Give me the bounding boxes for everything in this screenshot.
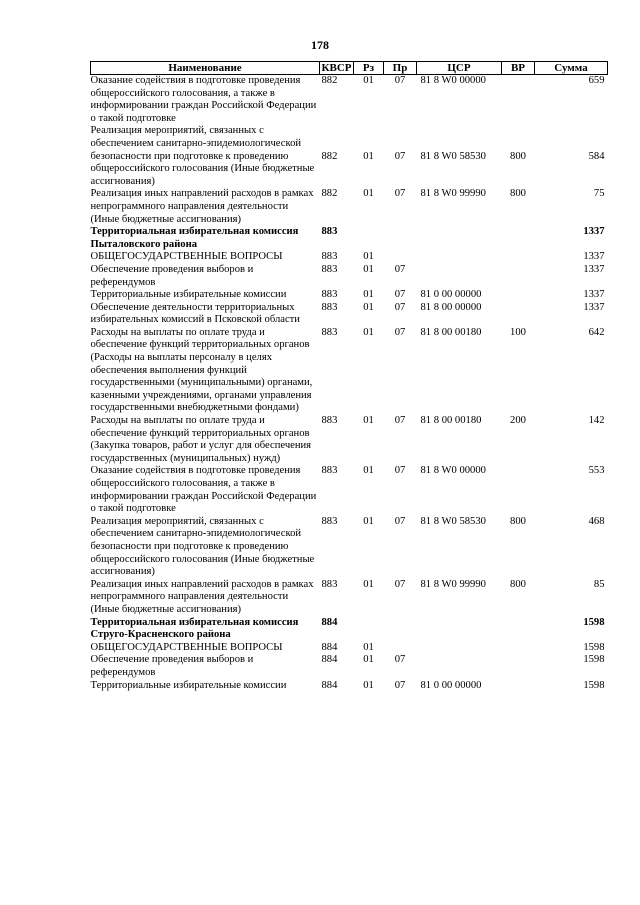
row-kvsr-cell: 882 bbox=[321, 150, 338, 162]
row-rz-cell: 01 bbox=[363, 515, 374, 527]
row-vr-cell bbox=[502, 226, 535, 251]
row-csr-cell: 81 8 00 00180 bbox=[420, 326, 482, 338]
row-sum-cell: 659 bbox=[588, 75, 605, 86]
row-vr-cell: 800 bbox=[510, 515, 526, 527]
row-rz-cell: 01 bbox=[363, 251, 374, 263]
row-sum-cell: 1598 bbox=[583, 679, 605, 691]
table-row bbox=[91, 327, 608, 415]
header-csr: ЦСР bbox=[417, 62, 502, 75]
table-row bbox=[91, 302, 608, 327]
row-pr-cell bbox=[384, 226, 417, 251]
row-name-cell: Обеспечение проведения выборов и референдумов bbox=[90, 654, 254, 678]
row-sum-cell: 1337 bbox=[583, 226, 605, 238]
row-name-cell: Реализация иных направлений расходов в рамках непрограммного направления деятельности (Иные бюджетные ассигнования) bbox=[90, 578, 314, 615]
table-row bbox=[91, 75, 608, 126]
row-rz-cell: 01 bbox=[363, 641, 374, 653]
row-pr-cell: 07 bbox=[394, 679, 406, 691]
row-sum-cell: 142 bbox=[588, 415, 605, 427]
row-sum-cell: 1337 bbox=[583, 289, 605, 301]
row-vr-cell: 800 bbox=[510, 150, 526, 162]
table-row bbox=[91, 289, 608, 302]
row-sum-cell: 1598 bbox=[583, 616, 605, 628]
table-row bbox=[91, 680, 608, 693]
row-kvsr-cell: 883 bbox=[321, 578, 338, 590]
row-name-cell: Реализация мероприятий, связанных с обеспечением санитарно-эпидемиологической безопасности при подготовке к проведению общероссийского голосования (Иные бюджетные ассигнования) bbox=[90, 515, 315, 578]
row-vr-cell: 800 bbox=[510, 578, 526, 590]
row-csr-cell: 81 8 W0 00000 bbox=[420, 75, 486, 86]
row-name-cell: ОБЩЕГОСУДАРСТВЕННЫЕ ВОПРОСЫ bbox=[90, 641, 283, 653]
row-pr-cell: 07 bbox=[394, 301, 406, 313]
row-csr-cell bbox=[417, 251, 502, 264]
row-name-cell: Территориальная избирательная комиссия Пыталовского района bbox=[90, 226, 299, 250]
row-pr-cell: 07 bbox=[394, 578, 406, 590]
row-csr-cell bbox=[417, 654, 502, 679]
table-row bbox=[91, 188, 608, 226]
table-row bbox=[91, 415, 608, 465]
row-name-cell: Территориальные избирательные комиссии bbox=[90, 679, 287, 691]
row-sum-cell: 642 bbox=[588, 326, 605, 338]
table-row bbox=[91, 465, 608, 515]
row-vr-cell bbox=[502, 642, 535, 655]
row-csr-cell: 81 0 00 00000 bbox=[420, 679, 482, 691]
row-sum-cell: 1598 bbox=[583, 641, 605, 653]
table-row bbox=[91, 125, 608, 188]
row-kvsr-cell: 884 bbox=[321, 654, 338, 666]
row-pr-cell: 07 bbox=[394, 188, 406, 200]
row-sum-cell: 75 bbox=[593, 188, 605, 200]
row-rz-cell bbox=[354, 226, 384, 251]
row-sum-cell: 1337 bbox=[583, 263, 605, 275]
row-name-cell: Расходы на выплаты по оплате труда и обеспечение функций территориальных органов (Расходы на выплаты персоналу в целях обеспечения выполнения функций государственными (муниципальными) органами, казенными учреждениями, органами управления государственными внебюджетными фондами) bbox=[90, 326, 313, 414]
row-vr-cell bbox=[502, 302, 535, 327]
row-vr-cell bbox=[502, 264, 535, 289]
row-name-cell: ОБЩЕГОСУДАРСТВЕННЫЕ ВОПРОСЫ bbox=[90, 251, 283, 263]
row-sum-cell: 85 bbox=[593, 578, 605, 590]
row-vr-cell bbox=[502, 289, 535, 302]
row-pr-cell: 07 bbox=[394, 289, 406, 301]
row-pr-cell bbox=[384, 617, 417, 642]
row-kvsr-cell: 884 bbox=[321, 641, 338, 653]
row-name-cell: Территориальная избирательная комиссия Струго-Красненского района bbox=[90, 616, 299, 641]
row-name-cell: Территориальные избирательные комиссии bbox=[90, 289, 287, 301]
table-row bbox=[91, 654, 608, 679]
page-number: 178 bbox=[311, 38, 329, 52]
row-kvsr-cell: 882 bbox=[321, 188, 338, 200]
header-rz: Рз bbox=[354, 62, 384, 75]
row-pr-cell: 07 bbox=[394, 654, 406, 666]
row-rz-cell: 01 bbox=[363, 654, 374, 666]
row-csr-cell: 81 8 W0 99990 bbox=[420, 188, 486, 200]
row-kvsr-cell: 883 bbox=[321, 289, 338, 301]
row-csr-cell bbox=[417, 226, 502, 251]
row-pr-cell bbox=[384, 251, 417, 264]
row-csr-cell: 81 8 00 00180 bbox=[420, 415, 482, 427]
row-vr-cell bbox=[502, 465, 535, 515]
row-pr-cell bbox=[384, 642, 417, 655]
row-kvsr-cell: 884 bbox=[321, 616, 338, 628]
table-row bbox=[91, 226, 608, 251]
table-row bbox=[91, 251, 608, 264]
table-row bbox=[91, 516, 608, 579]
row-sum-cell: 1337 bbox=[583, 301, 605, 313]
row-rz-cell: 01 bbox=[363, 150, 374, 162]
row-rz-cell: 01 bbox=[363, 465, 374, 477]
row-rz-cell: 01 bbox=[363, 578, 374, 590]
row-rz-cell: 01 bbox=[363, 301, 374, 313]
row-vr-cell bbox=[502, 654, 535, 679]
row-pr-cell: 07 bbox=[394, 515, 406, 527]
header-sum: Сумма bbox=[535, 62, 608, 75]
header-vr: ВР bbox=[502, 62, 535, 75]
row-rz-cell: 01 bbox=[363, 289, 374, 301]
row-kvsr-cell: 883 bbox=[321, 251, 338, 263]
row-csr-cell bbox=[417, 264, 502, 289]
row-sum-cell: 1598 bbox=[583, 654, 605, 666]
row-csr-cell bbox=[417, 642, 502, 655]
header-name: Наименование bbox=[91, 62, 320, 75]
row-kvsr-cell: 883 bbox=[321, 465, 338, 477]
row-csr-cell: 81 8 W0 00000 bbox=[420, 465, 486, 477]
row-vr-cell bbox=[502, 617, 535, 642]
row-csr-cell: 81 8 W0 99990 bbox=[420, 578, 486, 590]
row-kvsr-cell: 884 bbox=[321, 679, 338, 691]
row-kvsr-cell: 883 bbox=[321, 415, 338, 427]
row-name-cell: Оказание содействия в подготовке проведения общероссийского голосования, а также в информировании граждан Российской Федерации о такой подготовке bbox=[90, 75, 317, 124]
row-vr-cell: 200 bbox=[510, 415, 526, 427]
header-kvsr: КВСР bbox=[320, 62, 354, 75]
header-pr: Пр bbox=[384, 62, 417, 75]
row-csr-cell: 81 8 W0 58530 bbox=[420, 515, 486, 527]
row-vr-cell: 100 bbox=[510, 326, 526, 338]
row-sum-cell: 553 bbox=[588, 465, 605, 477]
row-name-cell: Расходы на выплаты по оплате труда и обеспечение функций территориальных органов (Закупка товаров, работ и услуг для обеспечения государственных (муниципальных) нужд) bbox=[90, 415, 312, 464]
row-pr-cell: 07 bbox=[394, 75, 406, 86]
row-pr-cell: 07 bbox=[394, 150, 406, 162]
row-rz-cell bbox=[354, 617, 384, 642]
row-sum-cell: 1337 bbox=[583, 251, 605, 263]
row-vr-cell bbox=[502, 680, 535, 693]
row-rz-cell: 01 bbox=[363, 415, 374, 427]
row-csr-cell: 81 0 00 00000 bbox=[420, 289, 482, 301]
row-pr-cell: 07 bbox=[394, 415, 406, 427]
row-sum-cell: 584 bbox=[588, 150, 605, 162]
table-header-row bbox=[91, 62, 608, 75]
row-vr-cell bbox=[502, 75, 535, 126]
row-vr-cell: 800 bbox=[510, 188, 526, 200]
table-row bbox=[91, 579, 608, 617]
row-kvsr-cell: 882 bbox=[321, 75, 338, 86]
row-kvsr-cell: 883 bbox=[321, 301, 338, 313]
row-vr-cell bbox=[502, 251, 535, 264]
row-rz-cell: 01 bbox=[363, 188, 374, 200]
row-csr-cell: 81 8 W0 58530 bbox=[420, 150, 486, 162]
row-kvsr-cell: 883 bbox=[321, 263, 338, 275]
row-rz-cell: 01 bbox=[363, 679, 374, 691]
row-csr-cell bbox=[417, 617, 502, 642]
row-name-cell: Реализация иных направлений расходов в рамках непрограммного направления деятельности (Иные бюджетные ассигнования) bbox=[90, 188, 314, 225]
table-body bbox=[91, 75, 608, 693]
row-kvsr-cell: 883 bbox=[321, 226, 338, 238]
row-sum-cell: 468 bbox=[588, 515, 605, 527]
table-row bbox=[91, 617, 608, 642]
row-rz-cell: 01 bbox=[363, 263, 374, 275]
row-pr-cell: 07 bbox=[394, 263, 406, 275]
row-pr-cell: 07 bbox=[394, 326, 406, 338]
row-name-cell: Обеспечение деятельности территориальных избирательных комиссий в Псковской области bbox=[90, 301, 300, 326]
row-rz-cell: 01 bbox=[363, 75, 374, 86]
row-name-cell: Реализация мероприятий, связанных с обеспечением санитарно-эпидемиологической безопасности при подготовке к проведению общероссийского голосования (Иные бюджетные ассигнования) bbox=[90, 125, 315, 187]
row-kvsr-cell: 883 bbox=[321, 326, 338, 338]
row-kvsr-cell: 883 bbox=[321, 515, 338, 527]
row-csr-cell: 81 8 00 00000 bbox=[420, 301, 482, 313]
row-name-cell: Оказание содействия в подготовке проведения общероссийского голосования, а также в информировании граждан Российской Федерации о такой подготовке bbox=[90, 465, 317, 515]
table-row bbox=[91, 264, 608, 289]
row-pr-cell: 07 bbox=[394, 465, 406, 477]
row-rz-cell: 01 bbox=[363, 326, 374, 338]
table-row bbox=[91, 642, 608, 655]
budget-table bbox=[90, 61, 608, 692]
row-name-cell: Обеспечение проведения выборов и референдумов bbox=[90, 263, 254, 288]
